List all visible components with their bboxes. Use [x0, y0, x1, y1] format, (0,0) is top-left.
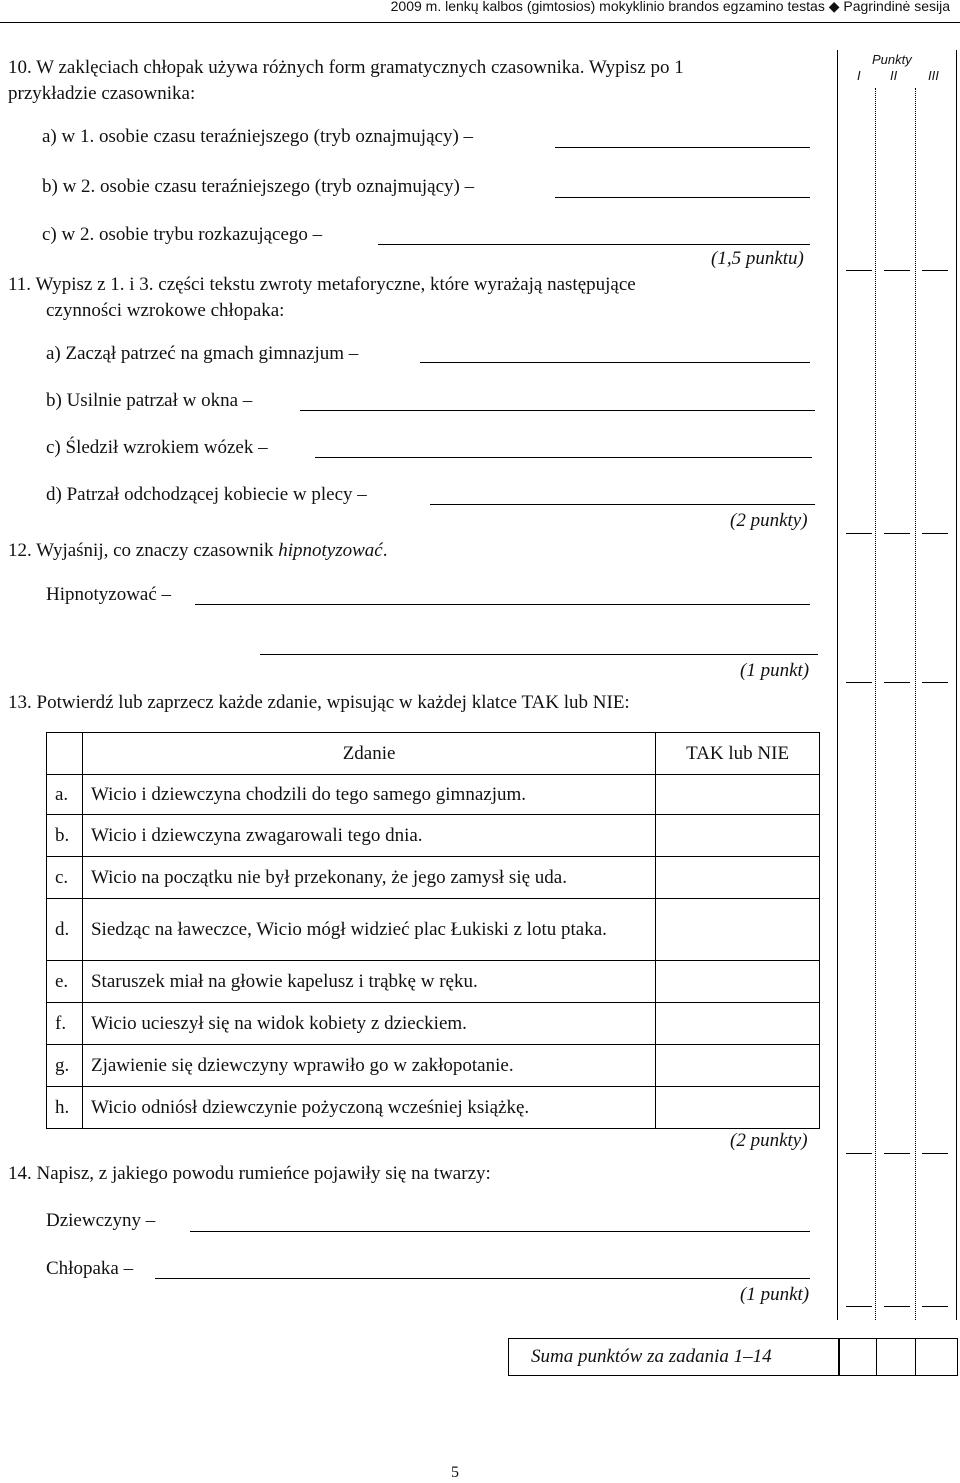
q14-points: (1 punkt)	[740, 1284, 810, 1305]
table-row	[47, 1045, 820, 1087]
table-row	[47, 1087, 820, 1129]
sum-score-i[interactable]	[838, 1338, 877, 1376]
table-row	[47, 857, 820, 899]
q11-item-b: b) Usilnie patrzał w okna –	[46, 390, 253, 411]
row-letter: d.	[47, 899, 83, 961]
row-statement: Wicio odniósł dziewczynie pożyczoną wcześniej książkę.	[82, 1087, 655, 1129]
row-statement: Zjawienie się dziewczyny wprawiło go w zakłopotanie.	[82, 1045, 655, 1087]
row-answer-cell[interactable]	[656, 1045, 820, 1087]
q10-points: (1,5 punktu)	[711, 248, 804, 269]
q13-question: 13. Potwierdź lub zaprzecz każde zdanie, wpisując w każdej klatce TAK lub NIE:	[8, 692, 630, 713]
row-answer-cell[interactable]	[656, 775, 820, 815]
row-letter: b.	[47, 815, 83, 857]
table-row	[47, 775, 820, 815]
q12-score-iii[interactable]	[922, 682, 948, 683]
page-header: 2009 m. lenkų kalbos (gimtosios) mokyklinio brandos egzamino testas ◆ Pagrindinė sesija	[390, 0, 950, 14]
q11-answer-c-line[interactable]	[315, 457, 812, 458]
q10-item-a: a) w 1. osobie czasu teraźniejszego (tryb oznajmujący) –	[42, 126, 474, 147]
table-header-statement: Zdanie	[82, 733, 655, 775]
q13-score-ii[interactable]	[884, 1153, 910, 1154]
q11-score-ii[interactable]	[884, 533, 910, 534]
row-letter: a.	[47, 775, 83, 815]
row-answer-cell[interactable]	[656, 857, 820, 899]
table-row	[47, 1003, 820, 1045]
points-col-i: I	[857, 68, 861, 83]
row-statement: Siedząc na ławeczce, Wicio mógł widzieć plac Łukiski z lotu ptaka.	[82, 899, 655, 961]
points-col-ii: II	[890, 68, 898, 83]
q12-answer-label: Hipnotyzować –	[46, 584, 172, 605]
points-column-border-right	[956, 50, 957, 1320]
q14-answer-boy-line[interactable]	[155, 1278, 810, 1279]
q13-statements-table	[46, 732, 820, 1129]
q14-score-ii[interactable]	[884, 1306, 910, 1307]
q12-score-ii[interactable]	[884, 682, 910, 683]
q10-item-b: b) w 2. osobie czasu teraźniejszego (tryb oznajmujący) –	[42, 176, 475, 197]
q10-answer-a-line[interactable]	[555, 147, 810, 148]
q14-score-iii[interactable]	[922, 1306, 948, 1307]
points-title: Punkty	[872, 52, 912, 67]
q12-points: (1 punkt)	[740, 660, 810, 681]
q12-answer-line-2[interactable]	[260, 654, 818, 655]
q10-score-ii[interactable]	[884, 270, 910, 271]
q13-score-iii[interactable]	[922, 1153, 948, 1154]
header-rule	[0, 22, 960, 23]
row-answer-cell[interactable]	[656, 961, 820, 1003]
q10-score-iii[interactable]	[922, 270, 948, 271]
sum-score-iii[interactable]	[915, 1338, 958, 1376]
points-column-border-left	[837, 50, 838, 1320]
table-corner-cell	[47, 733, 83, 775]
q14-score-i[interactable]	[846, 1306, 872, 1307]
table-header-answer: TAK lub NIE	[656, 733, 820, 775]
q10-answer-b-line[interactable]	[555, 197, 810, 198]
q10-score-i[interactable]	[846, 270, 872, 271]
q10-text-line1: 10. W zaklęciach chłopak używa różnych form gramatycznych czasownika. Wypisz po 1	[8, 57, 684, 78]
row-letter: g.	[47, 1045, 83, 1087]
q10-text-line2: przykładzie czasownika:	[8, 83, 196, 104]
q14-answer-girl-line[interactable]	[190, 1231, 810, 1232]
table-row	[47, 961, 820, 1003]
row-statement: Wicio i dziewczyna chodzili do tego samego gimnazjum.	[82, 775, 655, 815]
q11-answer-d-line[interactable]	[430, 504, 815, 505]
sum-label: Suma punktów za zadania 1–14	[531, 1346, 772, 1367]
q12-answer-line-1[interactable]	[195, 604, 810, 605]
table-row	[47, 899, 820, 961]
q11-item-d: d) Patrzał odchodzącej kobiecie w plecy –	[46, 484, 367, 505]
q12-question-end: .	[382, 540, 388, 561]
points-column-divider-1	[875, 88, 876, 1320]
row-statement: Wicio ucieszył się na widok kobiety z dzieckiem.	[82, 1003, 655, 1045]
table-row	[47, 815, 820, 857]
q11-answer-a-line[interactable]	[420, 362, 810, 363]
row-statement: Wicio i dziewczyna zwagarowali tego dnia.	[82, 815, 655, 857]
row-letter: e.	[47, 961, 83, 1003]
q14-item-girl: Dziewczyny –	[46, 1210, 156, 1231]
q11-item-c: c) Śledził wzrokiem wózek –	[46, 437, 268, 458]
row-letter: c.	[47, 857, 83, 899]
q12-question	[8, 540, 387, 562]
sum-label-box	[508, 1338, 840, 1376]
points-col-iii: III	[928, 68, 939, 83]
q14-question: 14. Napisz, z jakiego powodu rumieńce pojawiły się na twarzy:	[8, 1163, 491, 1184]
row-answer-cell[interactable]	[656, 1003, 820, 1045]
row-letter: h.	[47, 1087, 83, 1129]
q11-text-line2: czynności wzrokowe chłopaka:	[46, 300, 285, 321]
q11-score-i[interactable]	[846, 533, 872, 534]
row-answer-cell[interactable]	[656, 1087, 820, 1129]
q13-score-i[interactable]	[846, 1153, 872, 1154]
row-answer-cell[interactable]	[656, 815, 820, 857]
q11-points: (2 punkty)	[730, 510, 808, 531]
q12-score-i[interactable]	[846, 682, 872, 683]
q10-item-c: c) w 2. osobie trybu rozkazującego –	[42, 224, 323, 245]
q11-score-iii[interactable]	[922, 533, 948, 534]
sum-score-ii[interactable]	[876, 1338, 916, 1376]
q11-text-line1: 11. Wypisz z 1. i 3. części tekstu zwroty metaforyczne, które wyrażają następujące	[8, 274, 636, 295]
row-answer-cell[interactable]	[656, 899, 820, 961]
points-column-divider-2	[915, 88, 916, 1320]
q14-item-boy: Chłopaka –	[46, 1258, 134, 1279]
q11-item-a: a) Zaczął patrzeć na gmach gimnazjum –	[46, 343, 359, 364]
q11-answer-b-line[interactable]	[300, 410, 815, 411]
row-letter: f.	[47, 1003, 83, 1045]
q12-question-text: 12. Wyjaśnij, co znaczy czasownik	[8, 540, 279, 561]
q13-points: (2 punkty)	[730, 1130, 808, 1151]
row-statement: Staruszek miał na głowie kapelusz i trąbkę w ręku.	[82, 961, 655, 1003]
page-number: 5	[451, 1464, 459, 1481]
row-statement: Wicio na początku nie był przekonany, że jego zamysł się uda.	[82, 857, 655, 899]
q10-answer-c-line[interactable]	[378, 244, 810, 245]
q12-keyword: hipnotyzować	[278, 540, 383, 561]
